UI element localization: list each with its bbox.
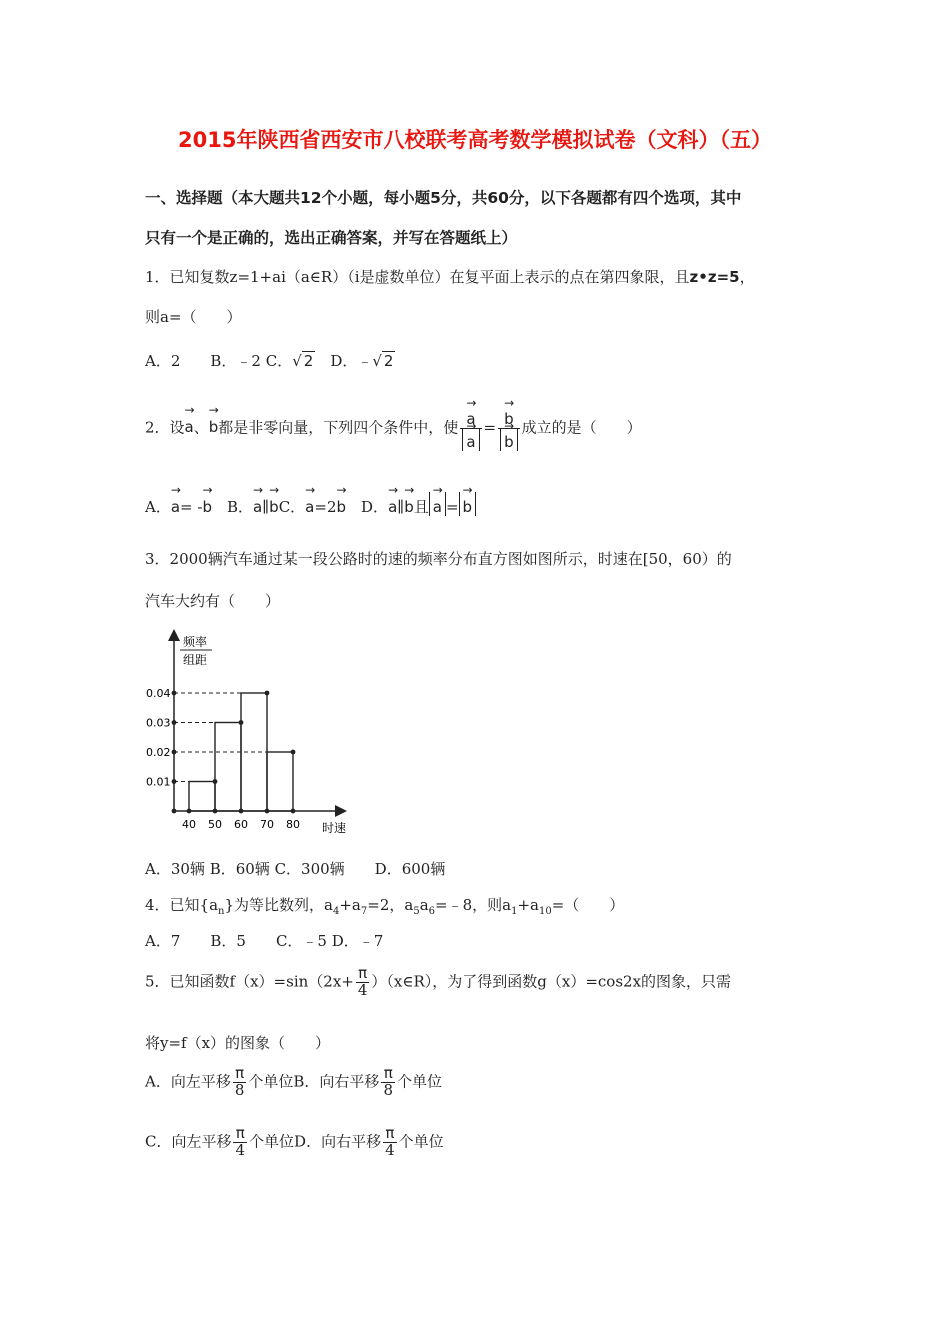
x-tick-dot xyxy=(291,809,296,814)
x-tick-dot xyxy=(265,809,270,814)
x-tick-label: 80 xyxy=(286,818,300,831)
vector-b: → b xyxy=(209,412,219,436)
pi-over-4: $\frac{\pi}{4}$ xyxy=(385,1124,395,1159)
x-tick-dot xyxy=(187,809,192,814)
q5-line2: 将y=f（x）的图象（ ） xyxy=(145,1034,331,1052)
pi-over-8: $\frac{\pi}{8}$ xyxy=(234,1064,245,1099)
question-2: 2．设→ a、→ b都是非零向量，下列四个条件中，使 → a → a = → b → b 成立的是（ ） xyxy=(145,406,642,451)
unit-vector-b: → b → b xyxy=(498,406,520,451)
question-5: 5．已知函数f（x）=sin（2x+ $\frac{\pi}{4}$ ）（x∈R），为了得到函数g（x）=cos2x的图象，只需 xyxy=(145,964,732,999)
x-tick-dot xyxy=(213,809,218,814)
y-tick-label: 0.01 xyxy=(146,775,171,789)
vector-a: → a xyxy=(185,412,194,436)
frequency-histogram xyxy=(144,628,350,840)
sqrt-icon: √ 2 xyxy=(372,352,394,370)
x-axis-label: 时速 xyxy=(321,821,347,835)
sqrt-icon: √ 2 xyxy=(292,352,314,370)
origin-dot xyxy=(172,809,177,814)
y-label-numerator: 频率 xyxy=(182,635,208,649)
q3-options: A．30辆 B．60辆 C．300辆 D．600辆 xyxy=(145,860,446,878)
y-tick-label: 0.02 xyxy=(146,746,171,759)
q1-condition: z•z=5 xyxy=(689,268,740,286)
pi-over-8: $\frac{\pi}{8}$ xyxy=(383,1064,393,1099)
pi-over-4: $\frac{\pi}{4}$ xyxy=(357,964,368,999)
q2-options: A．→ a= -→ b B．→ a∥→ bC．→ a=2→ b D．→ a∥→ b且→ a =→ b xyxy=(145,492,476,517)
q5-options-ab: A．向左平移 $\frac{\pi}{8}$ 个单位B．向右平移 $\frac{\pi}{8}$ 个单位 xyxy=(145,1064,442,1099)
x-tick-label: 60 xyxy=(234,818,248,831)
unit-vector-a: → a → a xyxy=(460,406,481,451)
x-tick-dot xyxy=(239,809,244,814)
q3-line1: 3．2000辆汽车通过某一段公路时的速的频率分布直方图如图所示，时速在[50，60）的 xyxy=(145,550,732,568)
q1-text: 1．已知复数z=1+ai（a∈R）（i是虚数单位）在复平面上表示的点在第四象限，且 xyxy=(145,268,690,286)
section-heading-line2: 只有一个是正确的，选出正确答案，并写在答题纸上） xyxy=(145,229,518,247)
q1-options: A．2 B．﹣2 C．√ 2 D．﹣√ 2 xyxy=(145,352,394,370)
section-heading-line1: 一、选择题（本大题共12个小题，每小题5分，共60分，以下各题都有四个选项，其中 xyxy=(145,189,742,207)
x-tick-label: 70 xyxy=(260,818,274,831)
y-label-denominator: 组距 xyxy=(182,653,208,667)
q5-options-cd: C．向左平移 $\frac{\pi}{4}$ 个单位D．向右平移 $\frac{\pi}{4}$ 个单位 xyxy=(145,1124,444,1159)
histogram-bar xyxy=(189,782,215,812)
histogram-bar xyxy=(267,752,293,811)
q4-options: A．7 B．5 C．﹣5 D．﹣7 xyxy=(145,932,384,950)
page-title: 2015年陕西省西安市八校联考高考数学模拟试卷（文科）（五） xyxy=(178,128,772,152)
histogram-bar xyxy=(215,723,241,812)
q3-line2: 汽车大约有（ ） xyxy=(145,592,281,610)
x-tick-label: 40 xyxy=(182,818,196,831)
question-1: 1．已知复数z=1+ai（a∈R）（i是虚数单位）在复平面上表示的点在第四象限，且z•z=5， xyxy=(145,268,755,286)
x-tick-label: 50 xyxy=(208,818,222,831)
q1-line2: 则a=（ ） xyxy=(145,308,242,326)
pi-over-4: $\frac{\pi}{4}$ xyxy=(235,1124,246,1159)
bar-corner-dot xyxy=(265,691,270,696)
bar-corner-dot xyxy=(291,750,296,755)
question-4: 4．已知$\{a_n\}$为等比数列，$a_4+a_7=2$，$a_5a_6=﹣8$，则$a_1+a_{10}=$（ ） xyxy=(145,896,625,917)
y-tick-label: 0.03 xyxy=(146,716,171,730)
y-tick-label: 0.04 xyxy=(146,687,171,700)
